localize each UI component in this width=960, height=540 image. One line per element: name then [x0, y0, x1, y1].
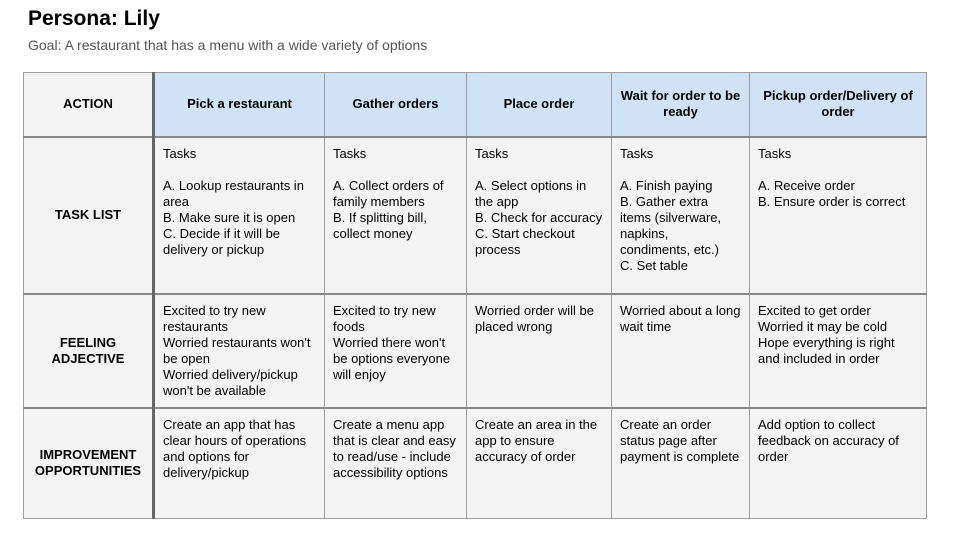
task-cell: [612, 137, 750, 294]
cell-line: C. Decide if it will be delivery or pickup: [163, 225, 281, 257]
feeling-cell: [750, 294, 927, 408]
cell-heading: Tasks: [758, 145, 792, 161]
cell-line: B. Check for accuracy: [475, 209, 603, 225]
improvement-row: [24, 408, 927, 519]
cell-line: Create an app that has clear hours of operations and options for delivery/pickup: [163, 416, 307, 480]
task-cell: [750, 137, 927, 294]
task-cell: [325, 137, 467, 294]
cell-line: Worried it may be cold: [758, 318, 888, 334]
cell-line: Worried about a long wait time: [620, 302, 741, 334]
improvement-cell: [612, 408, 750, 519]
stage-header: Pick a restaurant: [154, 73, 325, 137]
improvement-cell: [154, 408, 325, 519]
cell-line: Worried there won't be options everyone will enjoy: [333, 334, 451, 382]
journey-map-table: [23, 72, 927, 519]
cell-line: Hope everything is right and included in order: [758, 334, 895, 366]
cell-line: C. Start checkout process: [475, 225, 575, 257]
stage-header: Wait for order to be ready: [612, 73, 750, 137]
cell-line: Create an area in the app to ensure accuracy of order: [475, 416, 598, 464]
task-list-label: TASK LIST: [24, 137, 154, 294]
cell-line: Add option to collect feedback on accuracy of order: [758, 416, 899, 464]
feeling-cell: [467, 294, 612, 408]
cell-line: Excited to try new foods: [333, 302, 436, 334]
improvement-cell: [750, 408, 927, 519]
cell-heading: Tasks: [475, 145, 509, 161]
page-title: Persona: Lily: [28, 7, 160, 30]
cell-line: A. Select options in the app: [475, 177, 587, 209]
task-cell: [467, 137, 612, 294]
feeling-cell: [612, 294, 750, 408]
cell-line: Worried delivery/pickup won't be available: [163, 366, 298, 398]
cell-line: Create an order status page after payment is complete: [620, 416, 740, 464]
cell-spacer: [163, 162, 316, 178]
cell-spacer: [333, 162, 458, 178]
cell-line: B. Gather extra items (silverware, napkins, condiments, etc.): [620, 193, 722, 257]
cell-line: Excited to get order: [758, 302, 871, 318]
cell-spacer: [758, 162, 918, 178]
feeling-cell: [154, 294, 325, 408]
cell-spacer: [475, 162, 603, 178]
feeling-label: FEELING ADJECTIVE: [24, 294, 154, 408]
action-header: ACTION: [24, 73, 154, 137]
cell-line: Excited to try new restaurants: [163, 302, 266, 334]
cell-line: A. Lookup restaurants in area: [163, 177, 304, 209]
improvement-cell: [467, 408, 612, 519]
header-row: [24, 73, 927, 137]
cell-heading: Tasks: [333, 145, 367, 161]
cell-line: B. Make sure it is open: [163, 209, 296, 225]
cell-line: Worried restaurants won't be open: [163, 334, 311, 366]
feeling-row: [24, 294, 927, 408]
stage-header: Place order: [467, 73, 612, 137]
cell-line: Worried order will be placed wrong: [475, 302, 594, 334]
stage-header: Gather orders: [325, 73, 467, 137]
feeling-cell: [325, 294, 467, 408]
task-list-row: [24, 137, 927, 294]
task-cell: [154, 137, 325, 294]
cell-line: B. Ensure order is correct: [758, 193, 906, 209]
cell-line: A. Finish paying: [620, 177, 713, 193]
stage-header: Pickup order/Delivery of order: [750, 73, 927, 137]
improvement-cell: [325, 408, 467, 519]
cell-line: A. Collect orders of family members: [333, 177, 444, 209]
cell-line: B. If splitting bill, collect money: [333, 209, 427, 241]
improvement-label: IMPROVEMENT OPPORTUNITIES: [24, 408, 154, 519]
cell-heading: Tasks: [163, 145, 197, 161]
cell-line: Create a menu app that is clear and easy to read/use - include accessibility options: [333, 416, 456, 480]
cell-spacer: [620, 162, 741, 178]
cell-line: C. Set table: [620, 257, 688, 273]
cell-line: A. Receive order: [758, 177, 855, 193]
cell-heading: Tasks: [620, 145, 654, 161]
persona-goal: Goal: A restaurant that has a menu with a wide variety of options: [28, 37, 428, 53]
